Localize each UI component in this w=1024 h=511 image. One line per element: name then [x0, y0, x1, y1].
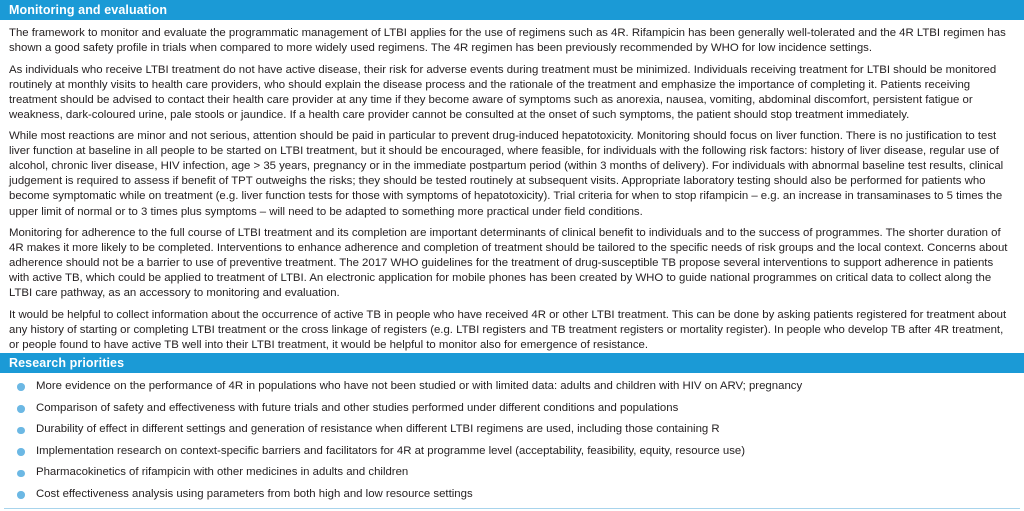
list-item [9, 422, 1015, 437]
paragraph: While most reactions are minor and not serious, attention should be paid in particular to prevent drug-induced hepatotoxicity. Monitoring should focus on liver function. There is no justification to test liver function at baseline in all people to be started on LTBI treatment, but it should be encouraged, where feasible, for individuals with the following risk factors: history of liver disease, regular use of alcohol, chronic liver disease, HIV infection, age > 35 years, pregnancy or in the immediate postpartum period (within 3 months of delivery). For individuals with abnormal baseline test results, clinical judgement is required to assess if benefit of TPT outweighs the risks; they should be tested routinely at subsequent visits. Appropriate laboratory testing should also be performed for patients who become symptomatic while on treatment (e.g. liver function tests for those with symptoms of hepatotoxicity). Trial criteria for when to stop rifampicin – e.g. an increase in transaminases to 5 times the upper limit of normal or to 3 times plus symptoms – will need to be adapted to something more practical under field conditions. [9, 130, 1004, 218]
list-item [9, 444, 1015, 459]
bottom-divider [4, 508, 1020, 509]
list-item-label: Comparison of safety and effectiveness with future trials and other studies performed under different conditions and populations [36, 401, 679, 414]
list-item-label: Durability of effect in different settings and generation of resistance when different LTBI regimens are used, including those containing R [36, 423, 720, 436]
bullet-dot-icon [17, 405, 25, 413]
bullet-dot-icon [17, 427, 25, 435]
list-item-label: Cost effectiveness analysis using parameters from both high and low resource settings [36, 487, 473, 500]
bullet-dot-icon [17, 448, 25, 456]
list-item-label: Implementation research on context-specific barriers and facilitators for 4R at programme level (acceptability, feasibility, equity, resource use) [36, 444, 746, 457]
monitoring-section-header: Monitoring and evaluation [0, 0, 1024, 20]
paragraph: It would be helpful to collect information about the occurrence of active TB in people who have received 4R or other LTBI treatment. This can be done by asking patients registered for treatment about any history of starting or completing LTBI treatment or the cross linkage of registers (e.g. LTBI registers and TB treatment registers or mortality register). In people who develop TB after 4R treatment, or people found to have active TB well into their LTBI treatment, it would be helpful to monitor also for emergence of resistance. [9, 308, 1007, 351]
research-priorities-section [0, 353, 1024, 502]
list-item [9, 487, 1015, 502]
page-spacer [0, 502, 1024, 511]
monitoring-section-body [0, 20, 1024, 353]
bullet-dot-icon [17, 491, 25, 499]
list-item [9, 401, 1015, 416]
bullet-dot-icon [17, 383, 25, 391]
research-priorities-list [0, 373, 1024, 502]
list-item [9, 379, 1015, 394]
bullet-dot-icon [17, 470, 25, 478]
paragraph: The framework to monitor and evaluate the programmatic management of LTBI applies for the use of regimens such as 4R. Rifampicin has been generally well-tolerated and the 4R LTBI regimen has shown a good safety profile in trials when compared to more widely used regimens. The 4R regimen has been previously recommended by WHO for low incidence settings. [9, 27, 1006, 55]
paragraph: As individuals who receive LTBI treatment do not have active disease, their risk for adverse events during treatment must be minimized. Individuals receiving treatment for LTBI should be monitored routinely at monthly visits to health care providers, who should explain the disease process and the rationale of the treatment and emphasize the importance of completing it. Patients receiving treatment should be advised to contact their health care provider at any time if they become aware of symptoms such as anorexia, nausea, vomiting, abdominal discomfort, persistent fatigue or weakness, dark-coloured urine, pale stools or jaundice. If a health care provider cannot be consulted at the onset of such symptoms, the patient should stop treatment immediately. [9, 63, 997, 121]
paragraph: Monitoring for adherence to the full course of LTBI treatment and its completion are important determinants of clinical benefit to individuals and to the success of programmes. The shorter duration of 4R makes it more likely to be completed. Interventions to enhance adherence and completion of treatment should be tailored to the specific needs of risk groups and the local context. Concerns about adherence should not be a barrier to use of preventive treatment. The 2017 WHO guidelines for the treatment of drug-susceptible TB propose several interventions to support adherence in patients with active TB, which could be applied to treatment of LTBI. An electronic application for mobile phones has been created by WHO to guide national programmes on critical data to collect along the LTBI care pathway, as an accessory to monitoring and evaluation. [9, 227, 1008, 300]
research-priorities-header: Research priorities [0, 353, 1024, 373]
list-item-label: Pharmacokinetics of rifampicin with other medicines in adults and children [36, 466, 409, 479]
list-item [9, 465, 1015, 480]
list-item-label: More evidence on the performance of 4R in populations who have not been studied or with limited data: adults and children with HIV on ARV; pregnancy [36, 379, 803, 392]
